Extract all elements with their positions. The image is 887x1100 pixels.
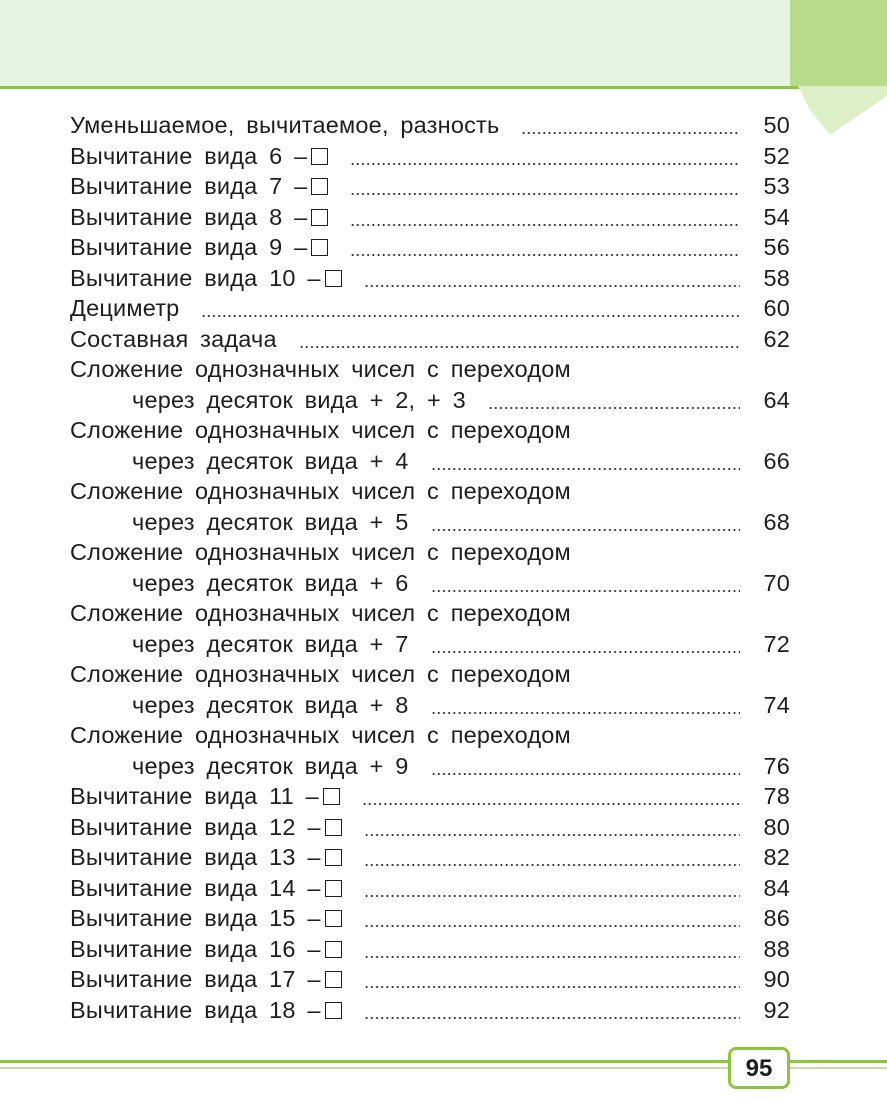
toc-entry: [70, 934, 790, 965]
empty-box-icon: [311, 148, 328, 165]
toc-entry-title-cont: через десяток вида + 9: [132, 752, 409, 779]
toc-page-number: 90: [763, 966, 790, 992]
toc-entry: [70, 415, 790, 446]
toc-entry-text: Вычитание вида 12 –: [70, 813, 321, 840]
header-band: [0, 0, 887, 86]
toc-entry: [70, 873, 790, 904]
dot-leader: [350, 174, 740, 198]
toc-entry-text: Вычитание вида 15 –: [70, 905, 321, 931]
toc-entry-continuation: [70, 690, 790, 721]
toc-entry-text: Вычитание вида 17 –: [70, 966, 321, 992]
toc-entry: [70, 598, 790, 629]
toc-entry-title: Сложение однозначных чисел с переходом: [70, 661, 571, 687]
toc-entry-title-cont: через десяток вида + 4: [132, 447, 409, 474]
toc-entry-continuation: [70, 507, 790, 538]
toc-entry-title: [70, 141, 328, 172]
toc-entry-title: [70, 781, 340, 812]
dot-leader: [350, 144, 740, 168]
toc-entry: [70, 110, 790, 141]
toc-page-number: 92: [763, 996, 790, 1023]
dot-leader: [364, 815, 740, 839]
dot-leader: [364, 876, 740, 900]
toc-page-number: 50: [763, 112, 790, 138]
toc-page-number: 52: [763, 142, 790, 169]
toc-entry-text: Вычитание вида 14 –: [70, 874, 321, 901]
toc-entry: [70, 995, 790, 1026]
toc-entry-text: Вычитание вида 9 –: [70, 234, 308, 260]
toc-entry-title: [70, 934, 342, 965]
toc-entry: [70, 141, 790, 172]
empty-box-icon: [325, 941, 342, 958]
toc-entry-title-cont: через десяток вида + 6: [132, 569, 409, 596]
toc-page-number: 56: [763, 234, 790, 260]
toc-entry-text: Вычитание вида 8 –: [70, 203, 308, 230]
toc-entry-text: Вычитание вида 6 –: [70, 142, 308, 169]
empty-box-icon: [311, 178, 328, 195]
toc-entry-title: Сложение однозначных чисел с переходом: [70, 539, 571, 565]
toc-entry: [70, 964, 790, 995]
toc-entry: [70, 903, 790, 934]
toc-entry-continuation: [70, 629, 790, 660]
empty-box-icon: [325, 880, 342, 897]
empty-box-icon: [325, 910, 342, 927]
empty-box-icon: [323, 788, 340, 805]
toc-page-number: 60: [763, 295, 790, 321]
toc-entry: [70, 659, 790, 690]
toc-entry-title: [70, 110, 499, 141]
toc-entry-continuation: [70, 751, 790, 782]
toc-page-number: 53: [763, 173, 790, 199]
toc-page-number: 86: [763, 905, 790, 931]
page-number-badge: 95: [728, 1047, 790, 1089]
empty-box-icon: [325, 971, 342, 988]
toc-entry-text: Вычитание вида 18 –: [70, 996, 321, 1023]
toc-entry-continuation: [70, 446, 790, 477]
toc-page-number: 78: [763, 783, 790, 809]
toc-entry-title-cont: через десяток вида + 2, + 3: [132, 386, 466, 413]
dot-leader: [364, 998, 740, 1022]
dot-leader: [521, 113, 740, 137]
toc-entry-title-cont: через десяток вида + 7: [132, 630, 409, 657]
toc-entry-title: [70, 171, 328, 202]
toc-entry: [70, 720, 790, 751]
toc-page-number: 62: [763, 325, 790, 352]
empty-box-icon: [325, 270, 342, 287]
toc-entry: [70, 476, 790, 507]
toc-entry-title: [70, 995, 342, 1026]
toc-entry-text: Вычитание вида 13 –: [70, 844, 321, 870]
toc-entry-text: Вычитание вида 10 –: [70, 264, 321, 291]
header-rule: [0, 86, 887, 89]
dot-leader: [299, 327, 740, 351]
toc-page-number: 74: [763, 691, 790, 718]
toc-entry: [70, 324, 790, 355]
toc-entry: [70, 202, 790, 233]
dot-leader: [431, 571, 740, 595]
toc-page-number: 72: [763, 630, 790, 657]
empty-box-icon: [325, 819, 342, 836]
toc-entry-title: [70, 324, 277, 355]
toc-entry-title-cont: через десяток вида + 5: [132, 508, 409, 535]
toc-entry-title-cont: через десяток вида + 8: [132, 691, 409, 718]
toc-page-number: 68: [763, 508, 790, 535]
toc-entry-title: Сложение однозначных чисел с переходом: [70, 356, 571, 382]
dot-leader: [431, 693, 740, 717]
empty-box-icon: [325, 849, 342, 866]
toc-page-number: 64: [763, 386, 790, 413]
toc-page-number: 80: [763, 813, 790, 840]
toc-entry: [70, 781, 790, 812]
table-of-contents: [70, 110, 790, 1025]
toc-entry-title: [70, 202, 328, 233]
toc-entry-continuation: [70, 385, 790, 416]
empty-box-icon: [311, 239, 328, 256]
toc-entry-text: Составная задача: [70, 325, 277, 352]
dot-leader: [431, 510, 740, 534]
toc-entry: [70, 354, 790, 385]
toc-entry-title: Сложение однозначных чисел с переходом: [70, 722, 571, 748]
toc-entry-text: Дециметр: [70, 295, 180, 321]
toc-page-number: 76: [763, 752, 790, 779]
dot-leader: [350, 235, 740, 259]
empty-box-icon: [325, 1002, 342, 1019]
toc-entry: [70, 171, 790, 202]
toc-entry: [70, 263, 790, 294]
toc-entry: [70, 232, 790, 263]
empty-box-icon: [311, 209, 328, 226]
toc-entry-title: [70, 964, 342, 995]
toc-entry-title: [70, 263, 342, 294]
toc-entry-title: Сложение однозначных чисел с переходом: [70, 417, 571, 443]
toc-entry-title: [70, 812, 342, 843]
toc-entry-text: Уменьшаемое, вычитаемое, разность: [70, 112, 500, 138]
toc-entry-title: [70, 842, 342, 873]
toc-entry-title: [70, 232, 328, 263]
dot-leader: [362, 784, 740, 808]
toc-entry-title: Сложение однозначных чисел с переходом: [70, 600, 571, 626]
dot-leader: [350, 205, 740, 229]
toc-entry-title: [70, 293, 179, 324]
toc-page-number: 84: [763, 874, 790, 901]
toc-page-number: 54: [763, 203, 790, 230]
toc-page-number: 88: [763, 935, 790, 962]
toc-entry-title: [70, 873, 342, 904]
toc-page-number: 66: [763, 447, 790, 474]
dot-leader: [431, 632, 740, 656]
dot-leader: [488, 388, 740, 412]
toc-entry: [70, 537, 790, 568]
toc-entry-title: Сложение однозначных чисел с переходом: [70, 478, 571, 504]
dot-leader: [364, 845, 740, 869]
toc-page-number: 70: [763, 569, 790, 596]
toc-entry-continuation: [70, 568, 790, 599]
dot-leader: [364, 937, 740, 961]
toc-entry-text: Вычитание вида 16 –: [70, 935, 321, 962]
toc-entry: [70, 293, 790, 324]
dot-leader: [201, 296, 740, 320]
toc-entry: [70, 812, 790, 843]
dot-leader: [431, 449, 740, 473]
toc-entry: [70, 842, 790, 873]
dot-leader: [364, 906, 740, 930]
toc-entry-text: Вычитание вида 7 –: [70, 173, 308, 199]
toc-page-number: 58: [763, 264, 790, 291]
toc-entry-title: [70, 903, 342, 934]
toc-entry-text: Вычитание вида 11 –: [70, 783, 319, 809]
dot-leader: [364, 967, 740, 991]
dot-leader: [431, 754, 740, 778]
dot-leader: [364, 266, 740, 290]
toc-page-number: 82: [763, 844, 790, 870]
